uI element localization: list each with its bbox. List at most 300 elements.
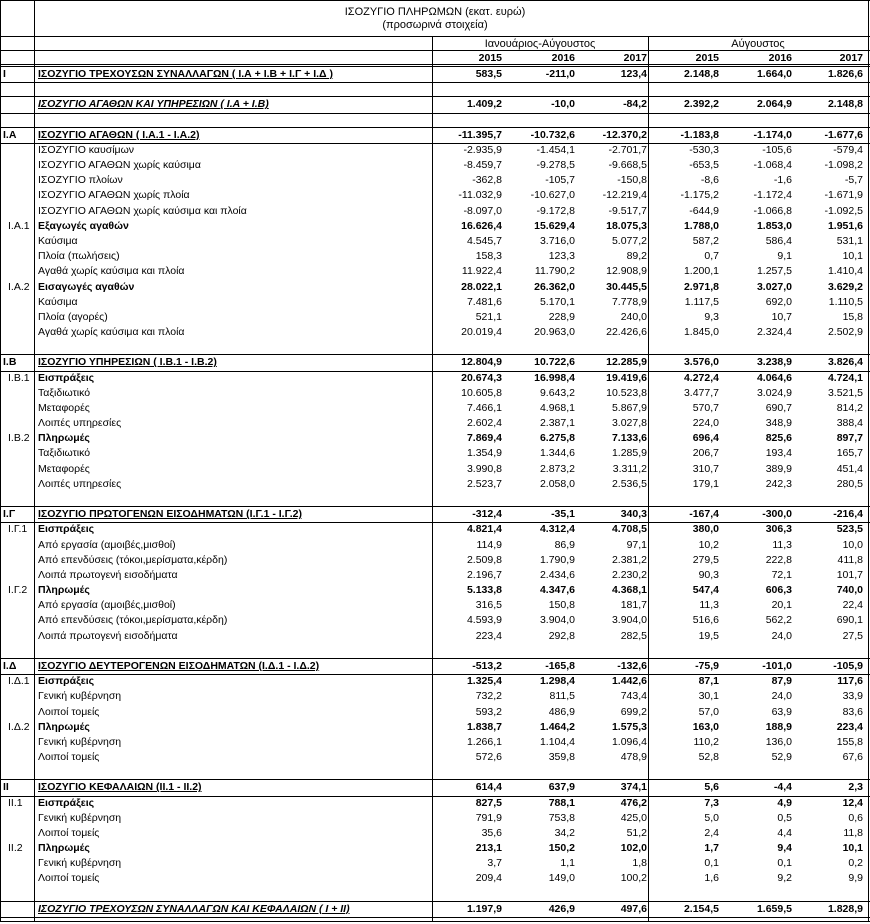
table-bottom-border <box>0 921 870 922</box>
row-label: Αγαθά χωρίς καύσιμα και πλοία <box>38 265 185 278</box>
row-value: -300,0 <box>762 508 792 521</box>
row-value: 15.629,4 <box>534 219 575 232</box>
row-code: Ι.Α <box>3 128 17 141</box>
row-value: 814,2 <box>836 401 863 414</box>
row-value: 1.104,4 <box>539 735 575 748</box>
row-value: 316,5 <box>475 599 502 612</box>
row-label: Γενική κυβέρνηση <box>38 857 122 870</box>
row-value: 5.867,9 <box>611 401 647 414</box>
row-value: 5,6 <box>704 781 719 794</box>
row-value: 1.197,9 <box>466 902 502 915</box>
row-value: 30,1 <box>698 690 719 703</box>
row-label: ΙΣΟΖΥΓΙΟ ΠΡΩΤΟΓΕΝΩΝ ΕΙΣΟΔΗΜΑΤΩΝ (Ι.Γ.1 - Ι.Γ.2) <box>38 508 302 521</box>
row-label: ΙΣΟΖΥΓΙΟ ΑΓΑΘΩΝ χωρίς καύσιμα <box>38 159 201 172</box>
row-value: 16.998,4 <box>534 371 575 384</box>
row-value: 1,8 <box>632 857 647 870</box>
section-divider <box>0 658 870 659</box>
row-value: 1.838,7 <box>466 720 502 733</box>
row-label: Από επενδύσεις (τόκοι,μερίσματα,κέρδη) <box>38 614 228 627</box>
row-label: Πλοία (αγορές) <box>38 310 108 323</box>
row-label: ΙΣΟΖΥΓΙΟ ΑΓΑΘΩΝ χωρίς πλοία <box>38 189 190 202</box>
row-value: 348,9 <box>765 417 792 430</box>
row-code: I <box>3 68 6 80</box>
section-divider <box>0 127 870 128</box>
row-value: 1.266,1 <box>466 735 502 748</box>
row-value: 5.133,8 <box>466 584 502 597</box>
row-value: 2.602,4 <box>466 417 502 430</box>
row-code: Ι.Α.1 <box>8 219 30 232</box>
row-label: Εισπράξεις <box>38 371 95 384</box>
row-value: 240,0 <box>620 310 647 323</box>
row-value: 7.133,6 <box>611 432 647 445</box>
row-value: 306,3 <box>765 523 792 536</box>
row-value: 242,3 <box>765 477 792 490</box>
row-value: 123,4 <box>620 68 647 80</box>
row-value: 740,0 <box>836 584 863 597</box>
row-value: 606,3 <box>765 584 792 597</box>
row-value: 158,3 <box>475 250 502 263</box>
row-value: -1.454,1 <box>536 143 575 156</box>
row-value: 753,8 <box>548 811 575 824</box>
row-value: 1,6 <box>704 872 719 885</box>
row-value: 9,1 <box>777 250 792 263</box>
row-value: 426,9 <box>548 902 575 915</box>
row-value: 690,1 <box>836 614 863 627</box>
row-value: 374,1 <box>620 781 647 794</box>
row-value: 20.963,0 <box>534 326 575 339</box>
row-value: 87,9 <box>771 675 792 688</box>
section-divider <box>0 522 870 523</box>
row-value: 149,0 <box>548 872 575 885</box>
row-value: -1.174,0 <box>753 128 792 141</box>
row-value: 2,3 <box>848 781 863 794</box>
row-value: -513,2 <box>472 659 502 672</box>
year-header: 2017 <box>839 52 863 64</box>
row-value: 425,0 <box>620 811 647 824</box>
row-code: Ι.Γ.1 <box>8 523 28 536</box>
row-value: 20.019,4 <box>461 326 502 339</box>
row-value: 3.027,8 <box>611 417 647 430</box>
row-value: 1.285,9 <box>611 447 647 460</box>
row-label: Πληρωμές <box>38 842 90 855</box>
header-divider <box>0 50 870 51</box>
row-value: 150,8 <box>548 599 575 612</box>
row-value: 547,4 <box>692 584 719 597</box>
row-value: 1,1 <box>560 857 575 870</box>
row-value: -4,4 <box>773 781 792 794</box>
row-value: -9.517,7 <box>608 204 647 217</box>
row-value: 2.148,8 <box>683 68 719 80</box>
row-value: 531,1 <box>836 234 863 247</box>
row-value: 27,5 <box>842 629 863 642</box>
row-value: 476,2 <box>620 796 647 809</box>
section-divider <box>0 96 870 97</box>
row-value: 2.434,6 <box>539 568 575 581</box>
year-header: 2015 <box>478 52 502 64</box>
row-label: Εισπράξεις <box>38 675 95 688</box>
row-label: Ταξιδιωτικό <box>38 447 91 460</box>
row-value: 67,6 <box>842 751 863 764</box>
row-value: 3.716,0 <box>539 234 575 247</box>
row-value: 7,3 <box>704 796 719 809</box>
row-label: Αγαθά χωρίς καύσιμα και πλοία <box>38 326 185 339</box>
row-value: 5,0 <box>704 811 719 824</box>
column-divider <box>432 36 433 922</box>
column-divider <box>34 0 35 922</box>
row-value: -1.183,8 <box>680 128 719 141</box>
row-label: Πληρωμές <box>38 720 90 733</box>
row-value: 897,7 <box>836 432 863 445</box>
row-value: 9.643,2 <box>539 386 575 399</box>
row-label: ΙΣΟΖΥΓΙΟ ΑΓΑΘΩΝ ΚΑΙ ΥΠΗΡΕΣΙΩΝ ( Ι.Α + Ι.Β) <box>38 98 269 111</box>
row-value: 7.481,6 <box>466 295 502 308</box>
row-value: 114,9 <box>476 538 502 551</box>
row-value: 3.238,9 <box>756 356 792 369</box>
row-value: 209,4 <box>475 872 502 885</box>
row-value: 516,6 <box>692 614 719 627</box>
row-code: Ι.Β <box>3 356 17 369</box>
row-value: 12.804,9 <box>461 356 502 369</box>
row-value: 5.170,1 <box>539 295 575 308</box>
row-value: -167,4 <box>689 508 719 521</box>
row-value: 101,7 <box>836 568 863 581</box>
row-value: 4.064,6 <box>756 371 792 384</box>
row-value: -211,0 <box>545 68 575 80</box>
row-value: 90,3 <box>698 568 719 581</box>
row-value: 72,1 <box>771 568 792 581</box>
row-value: -644,9 <box>689 204 719 217</box>
row-value: 33,9 <box>842 690 863 703</box>
header-divider <box>0 36 870 37</box>
row-value: 24,0 <box>771 690 792 703</box>
row-value: 10,7 <box>771 310 792 323</box>
row-value: -5,7 <box>844 174 863 187</box>
row-value: 4.593,9 <box>466 614 502 627</box>
row-value: -12.219,4 <box>602 189 647 202</box>
row-value: -132,6 <box>617 659 647 672</box>
row-label: Λοιπά πρωτογενή εισοδήματα <box>38 629 178 642</box>
row-value: 825,6 <box>765 432 792 445</box>
row-label: Καύσιμα <box>38 295 78 308</box>
row-value: 52,8 <box>698 751 719 764</box>
row-label: ΙΣΟΖΥΓΙΟ ΚΕΦΑΛΑΙΩΝ (ΙΙ.1 - ΙΙ.2) <box>38 781 202 794</box>
row-label: Ταξιδιωτικό <box>38 386 91 399</box>
row-value: 388,4 <box>836 417 863 430</box>
row-value: 4,4 <box>777 826 792 839</box>
row-value: 699,2 <box>620 705 647 718</box>
row-value: 1.200,1 <box>683 265 719 278</box>
section-divider <box>0 779 870 780</box>
row-value: 22.426,6 <box>606 326 647 339</box>
period-header-august: Αύγουστος <box>731 38 785 50</box>
row-value: -1.677,6 <box>824 128 863 141</box>
row-label: Εισαγωγές αγαθών <box>38 280 135 293</box>
section-divider <box>0 82 870 83</box>
row-value: 87,1 <box>698 675 719 688</box>
row-value: 743,4 <box>620 690 647 703</box>
row-value: 2.058,0 <box>539 477 575 490</box>
row-value: 117,6 <box>837 675 863 688</box>
row-label: Λοιποί τομείς <box>38 826 100 839</box>
row-value: 572,6 <box>475 751 502 764</box>
row-value: -579,4 <box>833 143 863 156</box>
row-value: -1.175,2 <box>680 189 719 202</box>
row-value: 827,5 <box>475 796 502 809</box>
row-value: 2.148,8 <box>827 98 863 111</box>
row-value: 22,4 <box>842 599 863 612</box>
row-value: -653,5 <box>689 159 719 172</box>
row-value: 89,2 <box>626 250 647 263</box>
row-value: -84,2 <box>623 98 647 111</box>
section-divider <box>0 796 870 797</box>
row-value: 223,4 <box>475 629 502 642</box>
row-value: -105,9 <box>833 659 863 672</box>
row-value: 100,2 <box>620 872 647 885</box>
row-code: II <box>3 781 9 794</box>
row-value: 1,7 <box>704 842 719 855</box>
row-value: 1.828,9 <box>827 902 863 915</box>
row-value: 0,2 <box>848 857 863 870</box>
row-value: 521,1 <box>475 310 502 323</box>
header-divider <box>0 0 870 1</box>
row-value: 5.077,2 <box>611 234 647 247</box>
row-value: 1.788,0 <box>683 219 719 232</box>
row-value: 7.778,9 <box>611 295 647 308</box>
row-value: 486,9 <box>548 705 575 718</box>
row-value: -150,8 <box>617 174 647 187</box>
row-value: 10,1 <box>842 842 863 855</box>
row-value: 2.387,1 <box>539 417 575 430</box>
header-divider <box>0 64 870 65</box>
row-value: 1.096,4 <box>611 735 647 748</box>
row-value: -8,6 <box>700 174 719 187</box>
row-value: 6.275,8 <box>539 432 575 445</box>
row-value: 3.027,0 <box>756 280 792 293</box>
row-value: 2.324,4 <box>756 326 792 339</box>
row-code: Ι.Δ.2 <box>8 720 30 733</box>
row-value: 163,0 <box>692 720 719 733</box>
row-value: 3.629,2 <box>827 280 863 293</box>
row-value: -10.627,0 <box>530 189 575 202</box>
row-value: 9,2 <box>777 872 792 885</box>
row-value: 2.381,2 <box>611 553 647 566</box>
row-value: -101,0 <box>762 659 792 672</box>
row-value: 1.951,6 <box>827 219 863 232</box>
row-value: 10,2 <box>698 538 719 551</box>
row-value: 3.904,0 <box>539 614 575 627</box>
row-value: 2.873,2 <box>539 462 575 475</box>
row-value: -11.032,9 <box>458 189 502 202</box>
row-value: 3,7 <box>487 857 502 870</box>
row-label: ΙΣΟΖΥΓΙΟ ΑΓΑΘΩΝ χωρίς καύσιμα και πλοία <box>38 204 247 217</box>
row-value: -35,1 <box>551 508 575 521</box>
row-value: -1.066,8 <box>753 204 792 217</box>
row-value: 11.790,2 <box>534 265 575 278</box>
row-value: 4.724,1 <box>827 371 863 384</box>
page-title: ΙΣΟΖΥΓΙΟ ΠΛΗΡΩΜΩΝ (εκατ. ευρώ) <box>344 6 526 18</box>
row-value: 280,5 <box>836 477 863 490</box>
row-value: 562,2 <box>765 614 792 627</box>
row-value: 11,3 <box>772 538 792 551</box>
row-code: ΙΙ.1 <box>8 796 23 809</box>
page-subtitle: (προσωρινά στοιχεία) <box>382 19 488 31</box>
row-value: 4.272,4 <box>683 371 719 384</box>
row-value: 51,2 <box>626 826 647 839</box>
row-code: Ι.Β.1 <box>8 371 30 384</box>
row-value: 310,7 <box>692 462 719 475</box>
row-label: Εξαγωγές αγαθών <box>38 219 129 232</box>
row-value: 150,2 <box>548 842 575 855</box>
row-value: 4.368,1 <box>611 584 647 597</box>
row-value: 18.075,3 <box>606 219 647 232</box>
row-value: 570,7 <box>692 401 719 414</box>
row-label: Από εργασία (αμοιβές,μισθοί) <box>38 538 176 551</box>
row-value: 110,2 <box>693 735 719 748</box>
row-value: -1.671,9 <box>824 189 863 202</box>
row-value: 26.362,0 <box>534 280 575 293</box>
row-value: -1.098,2 <box>824 159 863 172</box>
row-value: 1.409,2 <box>466 98 502 111</box>
row-code: Ι.Α.2 <box>8 280 30 293</box>
row-value: -1,6 <box>773 174 792 187</box>
row-value: 279,5 <box>692 553 719 566</box>
row-value: 20,1 <box>771 599 792 612</box>
row-value: 586,4 <box>765 234 792 247</box>
row-value: 15,8 <box>842 310 863 323</box>
row-value: -75,9 <box>695 659 719 672</box>
row-value: 63,9 <box>771 705 792 718</box>
row-value: 10,1 <box>842 250 863 263</box>
row-value: 690,7 <box>765 401 792 414</box>
section-divider <box>0 506 870 507</box>
row-value: -312,4 <box>472 508 502 521</box>
row-label: ΙΣΟΖΥΓΙΟ ΤΡΕΧΟΥΣΩΝ ΣΥΝΑΛΛΑΓΩΝ ( Ι.Α + Ι.Β + Ι.Γ + Ι.Δ ) <box>38 68 334 80</box>
year-header: 2015 <box>695 52 719 64</box>
row-value: 102,0 <box>620 842 647 855</box>
row-value: 2.064,9 <box>756 98 792 111</box>
row-value: 10.605,8 <box>461 386 502 399</box>
row-value: -1.068,4 <box>753 159 792 172</box>
row-value: 3.826,4 <box>827 356 863 369</box>
row-value: 1.117,5 <box>684 295 719 308</box>
row-code: Ι.Β.2 <box>8 432 30 445</box>
row-value: 478,9 <box>620 751 647 764</box>
row-value: 12,4 <box>842 796 863 809</box>
row-value: 2.502,9 <box>827 326 863 339</box>
row-value: 97,1 <box>626 538 647 551</box>
row-value: 24,0 <box>771 629 792 642</box>
row-value: 35,6 <box>481 826 502 839</box>
row-value: 1.410,4 <box>827 265 863 278</box>
row-label: Λοιποί τομείς <box>38 751 100 764</box>
row-value: 11.922,4 <box>461 265 502 278</box>
row-value: 692,0 <box>765 295 792 308</box>
row-value: 4.545,7 <box>466 234 502 247</box>
row-value: 19.419,6 <box>606 371 647 384</box>
row-value: 4.708,5 <box>611 523 647 536</box>
row-value: 136,0 <box>765 735 792 748</box>
row-value: 11,3 <box>699 599 719 612</box>
section-divider <box>0 371 870 372</box>
row-label: Πλοία (πωλήσεις) <box>38 250 120 263</box>
row-value: -8.459,7 <box>463 159 502 172</box>
row-value: 3.311,2 <box>612 462 647 475</box>
row-label: ΙΣΟΖΥΓΙΟ καυσίμων <box>38 143 135 156</box>
row-value: 411,8 <box>837 553 863 566</box>
row-label: Λοιποί τομείς <box>38 872 100 885</box>
row-value: 3.576,0 <box>683 356 719 369</box>
row-value: 2.230,2 <box>611 568 647 581</box>
row-label: Λοιπά πρωτογενή εισοδήματα <box>38 568 178 581</box>
row-value: 86,9 <box>554 538 575 551</box>
row-value: 222,8 <box>765 553 792 566</box>
row-value: 1.442,6 <box>611 675 647 688</box>
row-value: 3.521,5 <box>827 386 863 399</box>
row-value: -2.701,7 <box>608 143 647 156</box>
row-value: 732,2 <box>475 690 502 703</box>
row-label: ΙΣΟΖΥΓΙΟ ΥΠΗΡΕΣΙΩΝ ( Ι.Β.1 - Ι.Β.2) <box>38 356 217 369</box>
row-value: 1.664,0 <box>756 68 792 80</box>
row-label: ΙΣΟΖΥΓΙΟ ΔΕΥΤΕΡΟΓΕΝΩΝ ΕΙΣΟΔΗΜΑΤΩΝ (Ι.Δ.1 - Ι.Δ.2) <box>38 659 320 672</box>
row-value: 3.024,9 <box>756 386 792 399</box>
row-value: -105,6 <box>762 143 792 156</box>
row-value: 193,4 <box>765 447 792 460</box>
row-value: 10.523,8 <box>606 386 647 399</box>
row-value: -530,3 <box>689 143 719 156</box>
row-value: 1.845,0 <box>683 326 719 339</box>
row-value: 34,2 <box>554 826 575 839</box>
row-value: -10,0 <box>551 98 575 111</box>
row-value: -1.092,5 <box>824 204 863 217</box>
row-label: Εισπράξεις <box>38 796 95 809</box>
row-value: 1.110,5 <box>828 295 863 308</box>
row-label: Καύσιμα <box>38 234 78 247</box>
row-value: 389,9 <box>765 462 792 475</box>
row-value: 9,3 <box>704 310 719 323</box>
section-divider <box>0 917 870 918</box>
row-value: 2.509,8 <box>466 553 502 566</box>
row-value: 1.826,6 <box>827 68 863 80</box>
row-value: 0,1 <box>704 857 719 870</box>
row-value: 12.908,9 <box>606 265 647 278</box>
row-value: -9.278,5 <box>536 159 575 172</box>
row-value: -105,7 <box>545 174 575 187</box>
row-value: 637,9 <box>548 781 575 794</box>
row-value: 1.344,6 <box>539 447 575 460</box>
row-value: 593,2 <box>475 705 502 718</box>
row-label: ΙΣΟΖΥΓΙΟ πλοίων <box>38 174 123 187</box>
row-value: 3.477,7 <box>683 386 719 399</box>
row-value: -1.172,4 <box>753 189 792 202</box>
row-value: 28.022,1 <box>461 280 502 293</box>
row-value: 1.575,3 <box>611 720 647 733</box>
row-value: 213,1 <box>475 842 502 855</box>
row-value: 16.626,4 <box>461 219 502 232</box>
section-divider <box>0 143 870 144</box>
row-code: Ι.Δ <box>3 659 17 672</box>
row-value: 12.285,9 <box>606 356 647 369</box>
row-code: Ι.Γ <box>3 508 16 521</box>
row-value: 1.790,9 <box>539 553 575 566</box>
row-value: 791,9 <box>475 811 502 824</box>
row-value: 4.312,4 <box>539 523 575 536</box>
row-label: Εισπράξεις <box>38 523 95 536</box>
row-value: 228,9 <box>548 310 575 323</box>
row-label: Μεταφορές <box>38 462 90 475</box>
row-value: -362,8 <box>472 174 502 187</box>
row-label: Από επενδύσεις (τόκοι,μερίσματα,κέρδη) <box>38 553 228 566</box>
row-value: 497,6 <box>620 902 647 915</box>
